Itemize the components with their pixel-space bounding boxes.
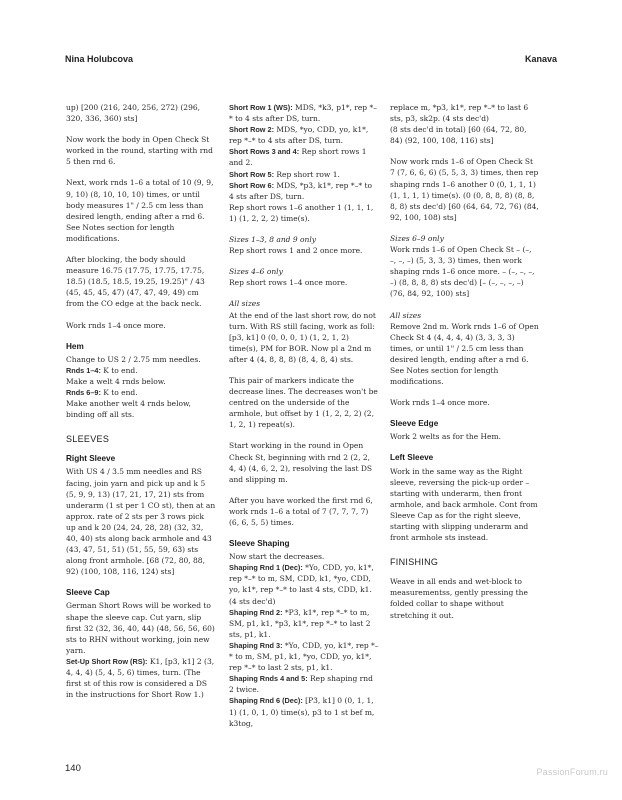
instruction-text: [P3, k1] 0 (0, 1, 1, 1) (1, 0, 1, 0) time(s), p3 to 1 st bef m, k3tog, <box>229 696 375 728</box>
size-note-heading: Sizes 1–3, 8 and 9 only <box>229 235 317 245</box>
paragraph: Now work the body in Open Check St worked in the round, starting with rnd 5 then rnd 6. <box>66 135 213 167</box>
instruction-label: Rnds 1–4: <box>66 365 101 375</box>
sleeve-edge-heading: Sleeve Edge <box>390 419 439 429</box>
page-number: 140 <box>65 763 81 774</box>
instruction <box>229 695 379 728</box>
paragraph: This pair of markers indicate the decrease lines. The decreases won't be centred on the underside of the armhole, but offset by 1 (1, 2, 2, 2) (2, 1, 2, 1) repeat(s). <box>229 375 378 430</box>
size-note-heading: All sizes <box>390 310 422 320</box>
instruction-label: Shaping Rnd 2: <box>229 607 283 617</box>
sleeve-shaping-heading: Sleeve Shaping <box>229 539 290 549</box>
paragraph: Now work rnds 1–6 of Open Check St 7 (7, 6, 6, 6) (5, 5, 3, 3) times, then rep shaping rnds 1–6 another 0 (0, 1, 1, 1) (1, 1, 1, 1) time(s). (0 (0, 8, 8, 8) (8, 8, 8, 8) sts dec'd) [60 (64, 64, 72, 76) (84, 92, 100, 108) sts] <box>390 157 539 222</box>
instruction-text: K1, [p3, k1] 2 (3, 4, 4, 4) (5, 4, 5, 6) times, turn. (The first st of this row is considered a DS in the instructions for Short Row 1.) <box>66 656 215 700</box>
paragraph: Rep short rows 1–6 another 1 (1, 1, 1, 1) (1, 2, 2, 2) time(s). <box>229 202 374 223</box>
instruction <box>229 169 379 180</box>
hem-line: Change to US 2 / 2.75 mm needles. <box>66 354 201 364</box>
instruction-label: Short Rows 3 and 4: <box>229 147 300 157</box>
instruction-text: Rep short row 1. <box>274 169 340 179</box>
hem-line <box>66 387 216 398</box>
instruction <box>229 146 379 168</box>
paragraph: Work 2 welts as for the Hem. <box>390 432 501 442</box>
instruction-text: Rep short rows 1 and 2. <box>229 147 367 168</box>
paragraph: Weave in all ends and wet-block to measurementss, gently pressing the folded collar to shape without stretching it out. <box>390 577 528 620</box>
paragraph: Rep short rows 1–4 once more. <box>229 278 348 288</box>
instruction-text: *Yo, CDD, yo, k1*, rep *–* to m, SM, p1, k1, *yo, CDD, yo, k1*, rep *–* to last 2 sts, p1, k1. <box>229 640 379 673</box>
paragraph: Next, work rnds 1–6 a total of 10 (9, 9, 9, 10) (8, 10, 10, 10) times, or until body measures 1" / 2.5 cm less than desired length, ending after a rnd 6. See Notes section for length modifications. <box>66 178 214 243</box>
paragraph: Work rnds 1–4 once more. <box>390 398 490 408</box>
sleeves-heading: SLEEVES <box>66 434 110 445</box>
instruction-text: *P3, k1*, rep *–* to m, SM, p1, k1, *p3, k1*, rep *–* to last 2 sts, p1, k1. <box>229 607 371 639</box>
paragraph: (8 sts dec'd in total) [60 (64, 72, 80, 84) (92, 100, 108, 116) sts] <box>390 125 527 146</box>
instruction-label: Short Row 6: <box>229 180 274 190</box>
instruction <box>229 673 379 695</box>
hem-line: Make a welt 4 rnds below. <box>66 376 166 386</box>
right-sleeve-heading: Right Sleeve <box>66 454 116 464</box>
paragraph: Start working in the round in Open Check St, beginning with rnd 2 (2, 2, 4, 4) (4, 6, 2, 2), resolving the last DS and slipping m. <box>229 441 373 484</box>
watermark: PassionForum.ru <box>536 767 608 777</box>
instruction-label: Shaping Rnd 1 (Dec): <box>229 563 303 573</box>
paragraph: Rep short rows 1 and 2 once more. <box>229 246 363 256</box>
instruction-label: Shaping Rnd 6 (Dec): <box>229 696 303 706</box>
hem-line: Make another welt 4 rnds below, binding off all sts. <box>66 399 191 420</box>
paragraph: German Short Rows will be worked to shape the sleeve cap. Cut yarn, slip first 32 (32, 36, 40, 44) (48, 56, 56, 60) sts to RHN without working, join new yarn. <box>66 601 215 655</box>
instruction-text: Rep shaping rnd 2 twice. <box>229 674 373 695</box>
instruction <box>229 102 379 124</box>
instruction-text: *Yo, CDD, yo, k1*, rep *–* to m, SM, CDD, k1, *yo, CDD, yo, k1*, rep *–* to last 4 sts, CDD, k1. (4 sts dec'd) <box>229 563 374 606</box>
instruction <box>229 562 379 606</box>
paragraph: After blocking, the body should measure 16.75 (17.75, 17.75, 17.75, 18.5) (18.5, 18.5, 19.25, 19.25)" / 43 (45, 45, 45, 47) (47, 47, 49, 49) cm from the CO edge at the back neck. <box>66 255 205 309</box>
instruction-text: MDS, *yo, CDD, yo, k1*, rep *–* to 4 sts after DS, turn. <box>229 125 369 146</box>
paragraph: With US 4 / 3.5 mm needles and RS facing, join yarn and pick up and k 5 (5, 9, 9, 13) (17, 21, 17, 21) sts from underarm (1 st per 1 CO st), then at an approx. rate of 2 sts per 3 rows pick up and k 20 (24, 24, 28, 28) (32, 32, 40, 40) sts along back armhole and 43 (43, 47, 51, 51) (51, 55, 59, 63) sts along front armhole. [68 (72, 80, 88, 92) (100, 108, 116, 124) sts] <box>66 467 216 577</box>
instruction-text: MDS, *k3, p1*, rep *–* to 4 sts after DS, turn. <box>229 103 377 124</box>
size-note-heading: Sizes 4–6 only <box>229 267 283 277</box>
instruction-label: Rnds 6–9: <box>66 387 101 397</box>
finishing-heading: FINISHING <box>390 557 439 568</box>
paragraph: Work rnds 1–6 of Open Check St – (–, –, –, –) (5, 3, 3, 3) times, then work shaping rnds 1–6 once more. – (–, –, –, –) (8, 8, 8, 8) sts dec'd) [– (–, –, –, –) (76, 84, 92, 100) sts] <box>390 245 535 299</box>
paragraph: replace m, *p3, k1*, rep *–* to last 6 sts, p3, sk2p. (4 sts dec'd) <box>390 103 529 124</box>
instruction <box>66 656 216 700</box>
instruction <box>229 180 379 202</box>
left-sleeve-heading: Left Sleeve <box>390 453 434 463</box>
text-column-1 <box>66 102 216 700</box>
paragraph: up) [200 (216, 240, 256, 272) (296, 320, 336, 360) sts] <box>66 103 200 124</box>
instruction-label: Set-Up Short Row (RS): <box>66 656 148 666</box>
instruction-label: Shaping Rnds 4 and 5: <box>229 674 308 684</box>
instruction <box>229 124 379 146</box>
text-column-2 <box>229 102 379 729</box>
instruction-label: Short Row 2: <box>229 125 274 135</box>
instruction-text: K to end. <box>100 387 138 397</box>
instruction-text: MDS, *p3, k1*, rep *–* to 4 sts after DS, turn. <box>229 180 373 201</box>
text-column-3 <box>390 102 540 631</box>
paragraph: Remove 2nd m. Work rnds 1–6 of Open Check St 4 (4, 4, 4, 4) (3, 3, 3, 3) times, or until 1" / 2.5 cm less than desired length, ending after a rnd 6. See Notes section for length modifications. <box>390 321 539 387</box>
sleeve-cap-heading: Sleeve Cap <box>66 588 110 598</box>
author-name: Nina Holubcova <box>65 54 134 64</box>
instruction-label: Shaping Rnd 3: <box>229 640 283 650</box>
paragraph: At the end of the last short row, do not turn. With RS still facing, work as foll: [p3, k1] 0 (0, 0, 0, 1) (1, 2, 1, 2) time(s), PM for BOR. Now pl a 2nd m after 4 (4, 8, 8, 8) (8, 4, 8, 4) sts. <box>229 310 376 364</box>
instruction-label: Short Row 1 (WS): <box>229 103 293 112</box>
size-note-heading: All sizes <box>229 299 261 309</box>
paragraph: Now start the decreases. <box>229 552 325 562</box>
hem-heading: Hem <box>66 341 84 351</box>
instruction <box>229 607 379 640</box>
hem-line <box>66 365 216 376</box>
instruction-text: K to end. <box>100 365 138 375</box>
instruction-label: Short Row 5: <box>229 169 274 179</box>
paragraph: After you have worked the first rnd 6, work rnds 1–6 a total of 7 (7, 7, 7, 7) (6, 6, 5, 5) times. <box>229 495 373 527</box>
instruction <box>229 640 379 673</box>
paragraph: Work rnds 1–4 once more. <box>66 320 166 330</box>
paragraph: Work in the same way as the Right sleeve, reversing the pick-up order – starting with underarm, then front armhole, and back armhole. Cont from Sleeve Cap as for the right sleeve, starting with slipping underarm and front armhole sts instead. <box>390 466 538 543</box>
publication-name: Kanava <box>524 54 557 64</box>
size-note-heading: Sizes 6–9 only <box>390 233 444 243</box>
